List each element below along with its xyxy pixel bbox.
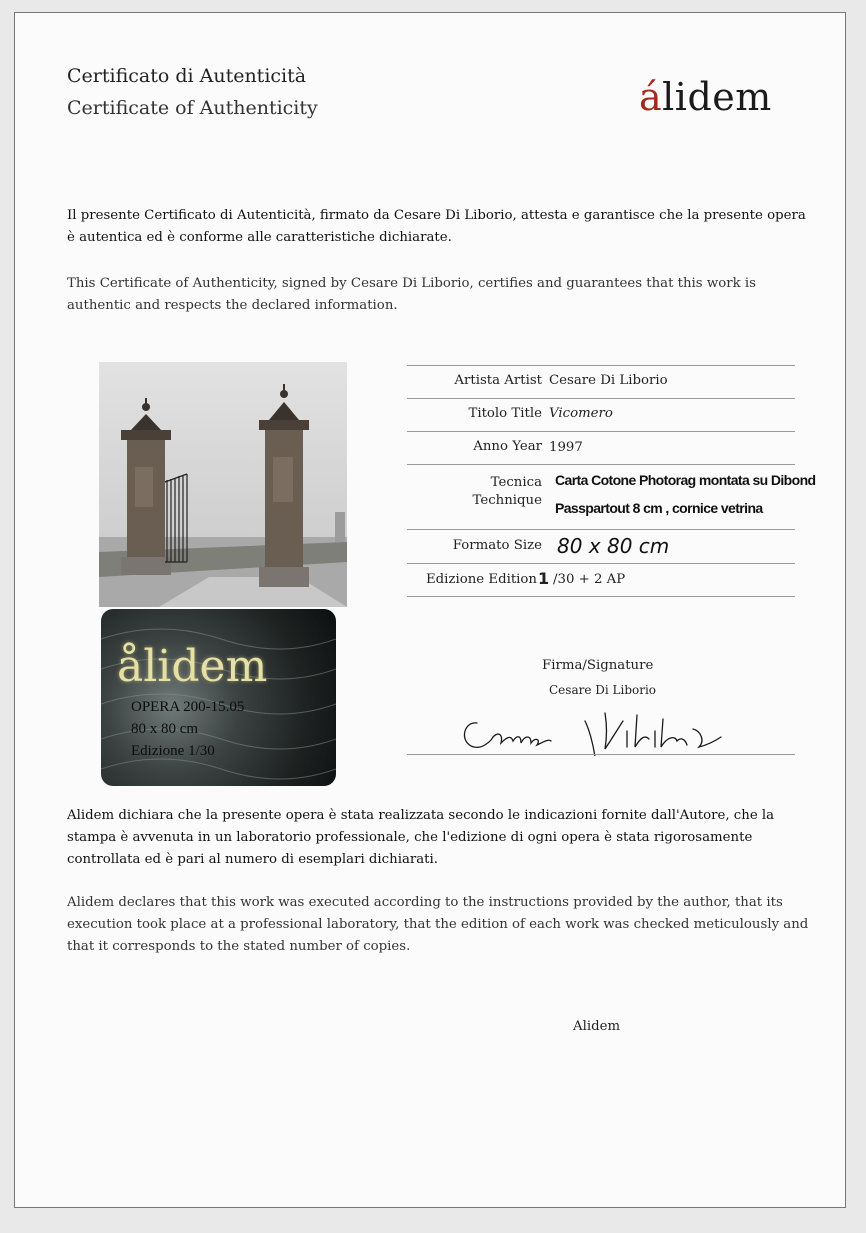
title-italian: Certificato di Autenticità bbox=[67, 65, 307, 87]
title-label: Titolo Title bbox=[468, 406, 542, 421]
hologram-seal bbox=[101, 609, 336, 786]
title-value: Vicomero bbox=[549, 406, 613, 421]
artist-value: Cesare Di Liborio bbox=[549, 373, 668, 388]
format-value: 80 x 80 cm bbox=[557, 534, 670, 558]
intro-italian: Il presente Certificato di Autenticità, firmato da Cesare Di Liborio, attesta e garantisce che la presente opera è autentica ed è conforme alle caratteristiche dichiarate. bbox=[67, 208, 806, 245]
alidem-logo bbox=[639, 75, 772, 119]
row-format bbox=[407, 529, 795, 563]
format-label: Formato Size bbox=[452, 538, 542, 553]
intro-english: This Certificate of Authenticity, signed by Cesare Di Liborio, certifies and guarantees that this work is authentic and respects the declared information. bbox=[67, 276, 756, 313]
handwritten-signature bbox=[455, 701, 755, 756]
row-year bbox=[407, 431, 795, 464]
row-edition bbox=[407, 563, 795, 597]
logo-accent-letter: á bbox=[639, 75, 663, 119]
technique-value-1: Carta Cotone Photorag montata su Dibond bbox=[555, 472, 816, 488]
hologram-edition: Edizione 1/30 bbox=[131, 743, 215, 759]
edition-label: Edizione Edition bbox=[425, 572, 537, 587]
declaration-english: Alidem declares that this work was executed according to the instructions provided by the author, that its execution took place at a professional laboratory, that the edition of each work was checked meticulously and that it corresponds to the stated number of copies. bbox=[67, 895, 809, 954]
technique-label-it: Tecnica bbox=[490, 475, 542, 490]
gate-pillars-image bbox=[99, 362, 347, 607]
artist-label: Artista Artist bbox=[454, 373, 542, 388]
hologram-size: 80 x 80 cm bbox=[131, 721, 199, 737]
row-title bbox=[407, 398, 795, 431]
edition-number: 1 bbox=[538, 569, 550, 588]
artwork-photo bbox=[99, 362, 347, 607]
title-english: Certificate of Authenticity bbox=[67, 97, 318, 119]
signature-line bbox=[407, 754, 795, 755]
year-value: 1997 bbox=[549, 440, 583, 455]
row-technique bbox=[407, 464, 816, 529]
edition-value: /30 + 2 AP bbox=[553, 572, 626, 587]
logo-text: lidem bbox=[662, 75, 772, 119]
closing-signoff: Alidem bbox=[573, 1019, 621, 1034]
year-label: Anno Year bbox=[473, 439, 542, 454]
row-artist bbox=[407, 365, 795, 398]
declaration-italian: Alidem dichiara che la presente opera è stata realizzata secondo le indicazioni fornite dall'Autore, che la stampa è avvenuta in un laboratorio professionale, che l'edizione di ogni opera è stata rigorosamente controllata ed è pari al numero di esemplari dichiarati. bbox=[67, 808, 775, 867]
hologram-opera: OPERA 200-15.05 bbox=[131, 699, 245, 715]
technique-value-2: Passpartout 8 cm , cornice vetrina bbox=[555, 500, 763, 516]
signature-label: Firma/Signature bbox=[542, 658, 654, 673]
signature-name: Cesare Di Liborio bbox=[549, 683, 657, 697]
certificate-sheet bbox=[14, 12, 846, 1208]
technique-label-en: Technique bbox=[472, 493, 542, 508]
hologram-brand: ålidem bbox=[117, 641, 268, 692]
details-table bbox=[407, 365, 816, 597]
